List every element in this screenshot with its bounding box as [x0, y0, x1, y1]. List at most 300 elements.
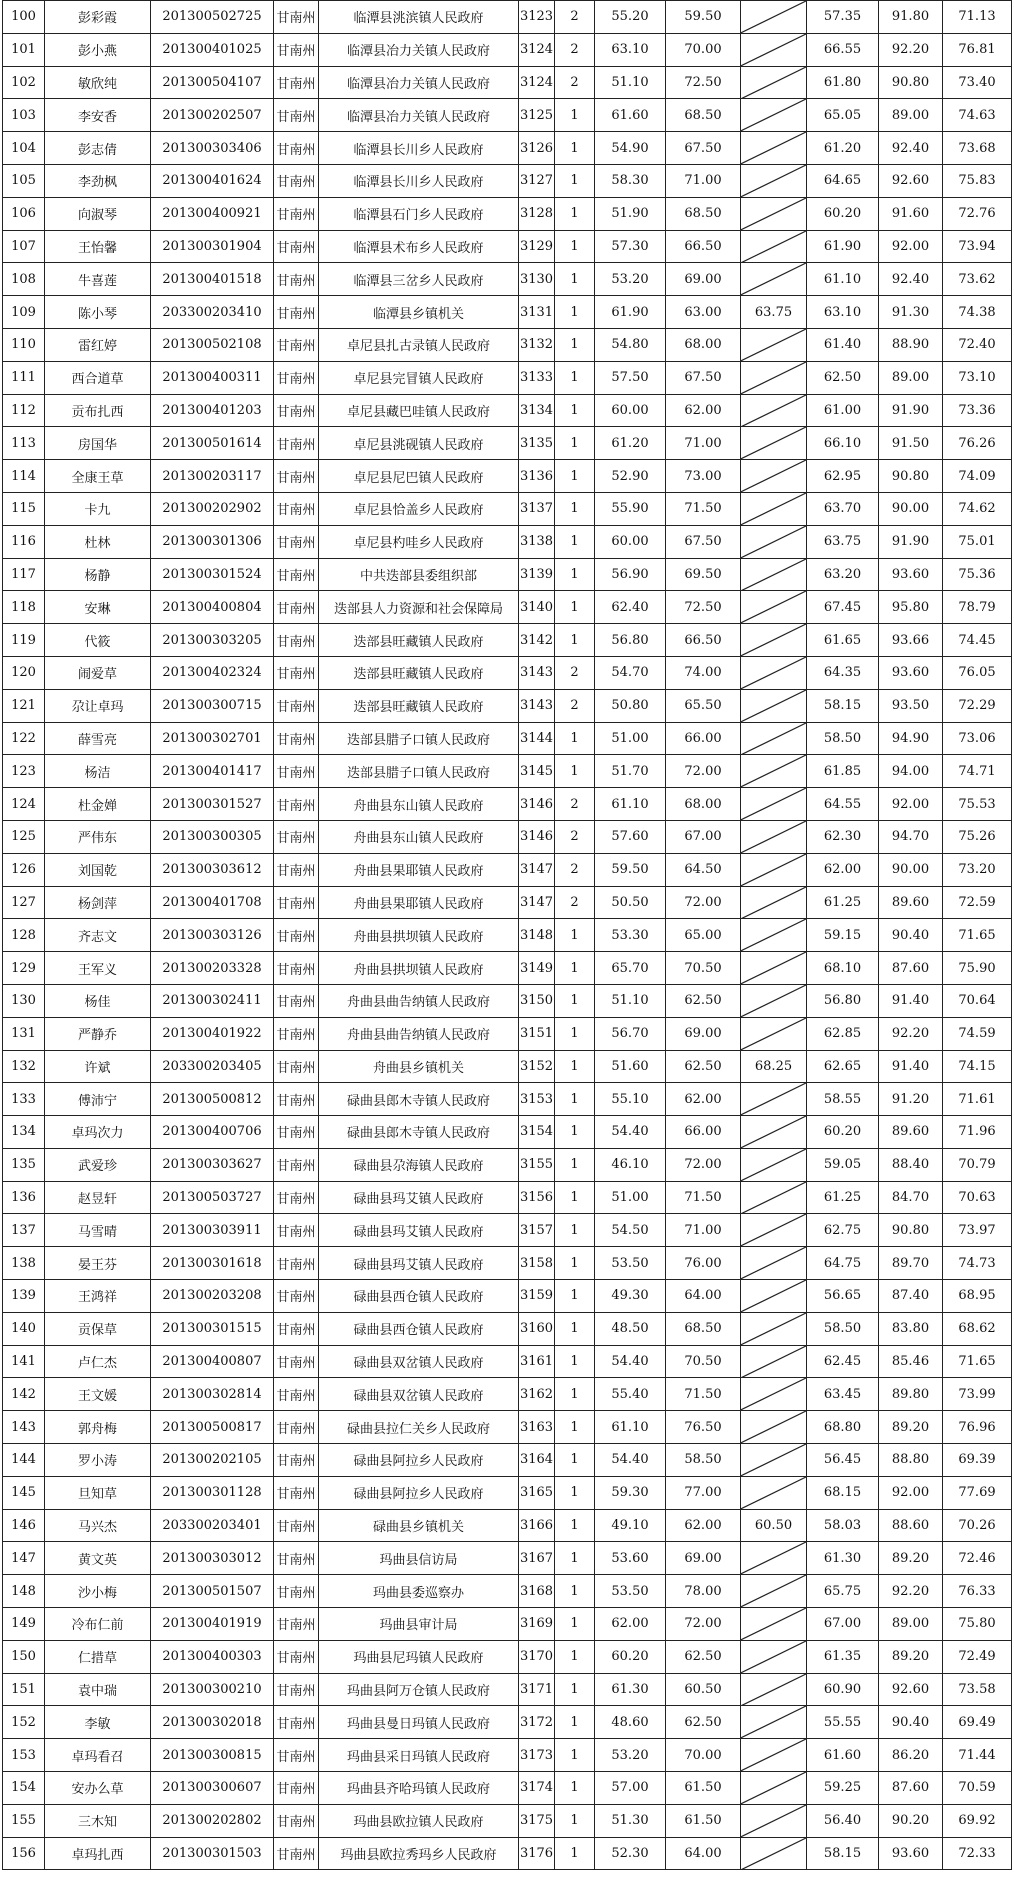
- position-code: 3153: [519, 1083, 555, 1116]
- total-score: 71.13: [943, 1, 1012, 34]
- written-score-2: 72.50: [666, 66, 741, 99]
- written-converted: 61.60: [807, 1739, 879, 1772]
- table-row: [3, 1706, 1012, 1739]
- recruit-quota: 1: [555, 1116, 595, 1149]
- total-score: 78.79: [943, 591, 1012, 624]
- interview-score: 87.40: [879, 1280, 943, 1313]
- candidate-name: 代筱: [45, 624, 151, 657]
- table-row: [3, 624, 1012, 657]
- row-index: 114: [3, 460, 45, 493]
- table-row: [3, 132, 1012, 165]
- diagonal-slash-icon: [741, 1313, 806, 1345]
- candidate-name: 房国华: [45, 427, 151, 460]
- recruiting-unit: 临潭县冶力关镇人民政府: [319, 66, 519, 99]
- written-converted: 58.03: [807, 1509, 879, 1542]
- written-score-2: 66.00: [666, 1116, 741, 1149]
- recruiting-unit: 迭部县旺藏镇人民政府: [319, 689, 519, 722]
- table-row: [3, 33, 1012, 66]
- empty-diagonal-cell: [741, 984, 807, 1017]
- recruiting-unit: 卓尼县藏巴哇镇人民政府: [319, 394, 519, 427]
- empty-diagonal-cell: [741, 1739, 807, 1772]
- position-code: 3133: [519, 361, 555, 394]
- candidate-name: 晏王芬: [45, 1247, 151, 1280]
- candidate-name: 冷布仁前: [45, 1608, 151, 1641]
- written-score-2: 71.00: [666, 164, 741, 197]
- interview-score: 89.80: [879, 1378, 943, 1411]
- candidate-name: 黄文英: [45, 1542, 151, 1575]
- diagonal-slash-icon: [741, 919, 806, 951]
- total-score: 73.36: [943, 394, 1012, 427]
- total-score: 74.59: [943, 1017, 1012, 1050]
- recruit-quota: 2: [555, 853, 595, 886]
- written-score-1: 62.40: [595, 591, 666, 624]
- recruiting-unit: 迭部县旺藏镇人民政府: [319, 656, 519, 689]
- recruiting-unit: 玛曲县委巡察办: [319, 1575, 519, 1608]
- diagonal-slash-icon: [741, 1083, 806, 1115]
- recruiting-unit: 临潭县长川乡人民政府: [319, 132, 519, 165]
- row-index: 144: [3, 1444, 45, 1477]
- interview-score: 92.40: [879, 132, 943, 165]
- diagonal-slash-icon: [741, 1149, 806, 1181]
- written-score-2: 74.00: [666, 656, 741, 689]
- written-score-2: 71.00: [666, 1214, 741, 1247]
- empty-diagonal-cell: [741, 1345, 807, 1378]
- recruit-quota: 1: [555, 1837, 595, 1870]
- empty-diagonal-cell: [741, 460, 807, 493]
- table-row: [3, 1050, 1012, 1083]
- position-code: 3176: [519, 1837, 555, 1870]
- written-score-2: 70.50: [666, 952, 741, 985]
- interview-score: 90.80: [879, 66, 943, 99]
- region-cell: 甘南州: [274, 66, 319, 99]
- written-score-1: 51.90: [595, 197, 666, 230]
- candidate-name: 杨洁: [45, 755, 151, 788]
- position-code: 3158: [519, 1247, 555, 1280]
- row-index: 127: [3, 886, 45, 919]
- table-row: [3, 460, 1012, 493]
- row-index: 113: [3, 427, 45, 460]
- interview-score: 89.60: [879, 1116, 943, 1149]
- recruiting-unit: 碌曲县双岔镇人民政府: [319, 1345, 519, 1378]
- empty-diagonal-cell: [741, 1214, 807, 1247]
- position-code: 3152: [519, 1050, 555, 1083]
- empty-diagonal-cell: [741, 1247, 807, 1280]
- position-code: 3162: [519, 1378, 555, 1411]
- candidate-name: 傅沛宁: [45, 1083, 151, 1116]
- position-code: 3135: [519, 427, 555, 460]
- recruit-quota: 2: [555, 656, 595, 689]
- row-index: 130: [3, 984, 45, 1017]
- recruit-quota: 1: [555, 1181, 595, 1214]
- position-code: 3170: [519, 1640, 555, 1673]
- position-code: 3131: [519, 296, 555, 329]
- row-index: 139: [3, 1280, 45, 1313]
- table-row: [3, 1444, 1012, 1477]
- written-score-1: 61.20: [595, 427, 666, 460]
- recruiting-unit: 临潭县石门乡人民政府: [319, 197, 519, 230]
- total-score: 74.71: [943, 755, 1012, 788]
- diagonal-slash-icon: [741, 526, 806, 558]
- total-score: 71.65: [943, 1345, 1012, 1378]
- exam-number: 201300301527: [151, 788, 274, 821]
- empty-diagonal-cell: [741, 33, 807, 66]
- recruit-quota: 1: [555, 755, 595, 788]
- written-score-1: 49.30: [595, 1280, 666, 1313]
- written-score-1: 51.30: [595, 1804, 666, 1837]
- written-score-1: 48.60: [595, 1706, 666, 1739]
- position-code: 3164: [519, 1444, 555, 1477]
- diagonal-slash-icon: [741, 723, 806, 755]
- recruit-quota: 1: [555, 1280, 595, 1313]
- exam-number: 201300203328: [151, 952, 274, 985]
- row-index: 155: [3, 1804, 45, 1837]
- written-score-2: 63.00: [666, 296, 741, 329]
- interview-score: 92.40: [879, 263, 943, 296]
- candidate-name: 贡布扎西: [45, 394, 151, 427]
- row-index: 146: [3, 1509, 45, 1542]
- interview-score: 88.80: [879, 1444, 943, 1477]
- empty-diagonal-cell: [741, 656, 807, 689]
- recruiting-unit: 舟曲县拱坝镇人民政府: [319, 952, 519, 985]
- written-score-2: 71.50: [666, 492, 741, 525]
- row-index: 112: [3, 394, 45, 427]
- interview-score: 88.90: [879, 328, 943, 361]
- region-cell: 甘南州: [274, 361, 319, 394]
- written-score-1: 54.40: [595, 1444, 666, 1477]
- interview-score: 87.60: [879, 1772, 943, 1805]
- region-cell: 甘南州: [274, 460, 319, 493]
- interview-score: 92.00: [879, 1476, 943, 1509]
- diagonal-slash-icon: [741, 1542, 806, 1574]
- written-score-2: 62.50: [666, 1050, 741, 1083]
- row-index: 106: [3, 197, 45, 230]
- table-row: [3, 525, 1012, 558]
- written-score-1: 53.20: [595, 263, 666, 296]
- table-row: [3, 886, 1012, 919]
- position-code: 3128: [519, 197, 555, 230]
- position-code: 3145: [519, 755, 555, 788]
- written-score-2: 67.50: [666, 525, 741, 558]
- interview-score: 90.40: [879, 1706, 943, 1739]
- written-converted: 56.40: [807, 1804, 879, 1837]
- written-converted: 63.10: [807, 296, 879, 329]
- diagonal-slash-icon: [741, 34, 806, 66]
- written-score-1: 58.30: [595, 164, 666, 197]
- total-score: 73.62: [943, 263, 1012, 296]
- row-index: 136: [3, 1181, 45, 1214]
- region-cell: 甘南州: [274, 1772, 319, 1805]
- recruiting-unit: 临潭县冶力关镇人民政府: [319, 33, 519, 66]
- total-score: 75.90: [943, 952, 1012, 985]
- written-score-1: 53.30: [595, 919, 666, 952]
- written-score-2: 60.50: [666, 1673, 741, 1706]
- position-code: 3146: [519, 788, 555, 821]
- total-score: 71.65: [943, 919, 1012, 952]
- region-cell: 甘南州: [274, 1116, 319, 1149]
- region-cell: 甘南州: [274, 230, 319, 263]
- empty-diagonal-cell: [741, 1608, 807, 1641]
- position-code: 3147: [519, 853, 555, 886]
- written-converted: 66.55: [807, 33, 879, 66]
- written-converted: 59.05: [807, 1148, 879, 1181]
- row-index: 121: [3, 689, 45, 722]
- candidate-name: 武爱珍: [45, 1148, 151, 1181]
- written-score-2: 64.00: [666, 1837, 741, 1870]
- total-score: 76.96: [943, 1411, 1012, 1444]
- written-converted: 68.10: [807, 952, 879, 985]
- position-code: 3126: [519, 132, 555, 165]
- candidate-name: 贡保草: [45, 1312, 151, 1345]
- table-row: [3, 1411, 1012, 1444]
- total-score: 69.49: [943, 1706, 1012, 1739]
- written-score-2: 69.00: [666, 1017, 741, 1050]
- total-score: 73.20: [943, 853, 1012, 886]
- recruit-quota: 1: [555, 1378, 595, 1411]
- interview-score: 91.60: [879, 197, 943, 230]
- interview-score: 89.20: [879, 1411, 943, 1444]
- diagonal-slash-icon: [741, 362, 806, 394]
- table-row: [3, 1772, 1012, 1805]
- position-code: 3130: [519, 263, 555, 296]
- exam-number: 201300303627: [151, 1148, 274, 1181]
- recruiting-unit: 临潭县乡镇机关: [319, 296, 519, 329]
- position-code: 3167: [519, 1542, 555, 1575]
- diagonal-slash-icon: [741, 788, 806, 820]
- diagonal-slash-icon: [741, 952, 806, 984]
- diagonal-slash-icon: [741, 1608, 806, 1640]
- interview-score: 85.46: [879, 1345, 943, 1378]
- written-score-2: 70.00: [666, 1739, 741, 1772]
- diagonal-slash-icon: [741, 132, 806, 164]
- position-code: 3163: [519, 1411, 555, 1444]
- row-index: 128: [3, 919, 45, 952]
- total-score: 73.99: [943, 1378, 1012, 1411]
- row-index: 116: [3, 525, 45, 558]
- exam-number: 201300203117: [151, 460, 274, 493]
- written-converted: 62.95: [807, 460, 879, 493]
- table-row: [3, 361, 1012, 394]
- recruiting-unit: 碌曲县郎木寺镇人民政府: [319, 1116, 519, 1149]
- region-cell: 甘南州: [274, 263, 319, 296]
- exam-number: 201300301128: [151, 1476, 274, 1509]
- total-score: 73.94: [943, 230, 1012, 263]
- exam-number: 201300401518: [151, 263, 274, 296]
- position-code: 3159: [519, 1280, 555, 1313]
- recruiting-unit: 玛曲县尼玛镇人民政府: [319, 1640, 519, 1673]
- interview-score: 83.80: [879, 1312, 943, 1345]
- interview-score: 89.70: [879, 1247, 943, 1280]
- recruit-quota: 1: [555, 722, 595, 755]
- row-index: 143: [3, 1411, 45, 1444]
- exam-number: 201300202802: [151, 1804, 274, 1837]
- empty-diagonal-cell: [741, 1378, 807, 1411]
- recruit-quota: 1: [555, 197, 595, 230]
- written-converted: 55.55: [807, 1706, 879, 1739]
- empty-diagonal-cell: [741, 689, 807, 722]
- written-score-2: 68.50: [666, 197, 741, 230]
- recruiting-unit: 临潭县三岔乡人民政府: [319, 263, 519, 296]
- written-score-2: 72.50: [666, 591, 741, 624]
- exam-number: 201300300607: [151, 1772, 274, 1805]
- diagonal-slash-icon: [741, 395, 806, 427]
- interview-score: 95.80: [879, 591, 943, 624]
- written-score-2: 72.00: [666, 755, 741, 788]
- exam-number: 201300301515: [151, 1312, 274, 1345]
- row-index: 111: [3, 361, 45, 394]
- total-score: 73.40: [943, 66, 1012, 99]
- written-score-1: 53.60: [595, 1542, 666, 1575]
- empty-diagonal-cell: [741, 788, 807, 821]
- position-code: 3139: [519, 558, 555, 591]
- row-index: 101: [3, 33, 45, 66]
- interview-score: 91.90: [879, 394, 943, 427]
- recruit-quota: 1: [555, 1345, 595, 1378]
- table-row: [3, 1476, 1012, 1509]
- interview-score: 89.00: [879, 99, 943, 132]
- empty-diagonal-cell: [741, 624, 807, 657]
- interview-score: 91.50: [879, 427, 943, 460]
- table-row: [3, 1214, 1012, 1247]
- exam-number: 201300202507: [151, 99, 274, 132]
- position-code: 3129: [519, 230, 555, 263]
- recruit-quota: 1: [555, 919, 595, 952]
- recruit-quota: 1: [555, 1214, 595, 1247]
- region-cell: 甘南州: [274, 1411, 319, 1444]
- written-converted: 59.25: [807, 1772, 879, 1805]
- position-code: 3168: [519, 1575, 555, 1608]
- recruit-quota: 1: [555, 1017, 595, 1050]
- total-score: 70.63: [943, 1181, 1012, 1214]
- table-row: [3, 1148, 1012, 1181]
- position-code: 3154: [519, 1116, 555, 1149]
- interview-score: 90.00: [879, 853, 943, 886]
- written-converted: 66.10: [807, 427, 879, 460]
- written-converted: 58.55: [807, 1083, 879, 1116]
- written-score-1: 46.10: [595, 1148, 666, 1181]
- position-code: 3148: [519, 919, 555, 952]
- row-index: 152: [3, 1706, 45, 1739]
- total-score: 74.09: [943, 460, 1012, 493]
- diagonal-slash-icon: [741, 1739, 806, 1771]
- table-row: [3, 394, 1012, 427]
- region-cell: 甘南州: [274, 1640, 319, 1673]
- exam-number: 201300203208: [151, 1280, 274, 1313]
- empty-diagonal-cell: [741, 1837, 807, 1870]
- written-score-2: 62.50: [666, 1640, 741, 1673]
- table-row: [3, 1739, 1012, 1772]
- recruit-quota: 1: [555, 1640, 595, 1673]
- recruit-quota: 2: [555, 1, 595, 34]
- exam-number: 201300401417: [151, 755, 274, 788]
- exam-number: 201300502725: [151, 1, 274, 34]
- written-score-1: 60.20: [595, 1640, 666, 1673]
- written-score-1: 60.00: [595, 394, 666, 427]
- row-index: 150: [3, 1640, 45, 1673]
- empty-diagonal-cell: [741, 525, 807, 558]
- recruit-quota: 1: [555, 1706, 595, 1739]
- diagonal-slash-icon: [741, 1575, 806, 1607]
- exam-number: 201300302701: [151, 722, 274, 755]
- recruiting-unit: 舟曲县乡镇机关: [319, 1050, 519, 1083]
- written-converted: 61.80: [807, 66, 879, 99]
- table-row: [3, 656, 1012, 689]
- candidate-name: 全康王草: [45, 460, 151, 493]
- written-score-2: 62.50: [666, 984, 741, 1017]
- total-score: 74.73: [943, 1247, 1012, 1280]
- written-converted: 61.85: [807, 755, 879, 788]
- total-score: 75.26: [943, 820, 1012, 853]
- written-converted: 56.65: [807, 1280, 879, 1313]
- position-code: 3138: [519, 525, 555, 558]
- total-score: 76.33: [943, 1575, 1012, 1608]
- row-index: 154: [3, 1772, 45, 1805]
- recruiting-unit: 迭部县腊子口镇人民政府: [319, 755, 519, 788]
- row-index: 153: [3, 1739, 45, 1772]
- written-score-2: 76.50: [666, 1411, 741, 1444]
- diagonal-slash-icon: [741, 1018, 806, 1050]
- exam-number: 201300202105: [151, 1444, 274, 1477]
- interview-score: 91.40: [879, 1050, 943, 1083]
- interview-score: 89.20: [879, 1640, 943, 1673]
- empty-diagonal-cell: [741, 820, 807, 853]
- empty-diagonal-cell: [741, 1280, 807, 1313]
- recruit-quota: 1: [555, 558, 595, 591]
- written-score-2: 67.00: [666, 820, 741, 853]
- written-score-2: 71.50: [666, 1181, 741, 1214]
- written-converted: 64.35: [807, 656, 879, 689]
- diagonal-slash-icon: [741, 1477, 806, 1509]
- total-score: 68.62: [943, 1312, 1012, 1345]
- written-score-2: 61.50: [666, 1804, 741, 1837]
- row-index: 138: [3, 1247, 45, 1280]
- region-cell: 甘南州: [274, 394, 319, 427]
- interview-score: 89.00: [879, 1608, 943, 1641]
- region-cell: 甘南州: [274, 164, 319, 197]
- recruit-quota: 1: [555, 1575, 595, 1608]
- position-code: 3175: [519, 1804, 555, 1837]
- interview-score: 93.60: [879, 558, 943, 591]
- exam-number: 201300400804: [151, 591, 274, 624]
- row-index: 137: [3, 1214, 45, 1247]
- empty-diagonal-cell: [741, 1542, 807, 1575]
- region-cell: 甘南州: [274, 1083, 319, 1116]
- row-index: 117: [3, 558, 45, 591]
- interview-score: 90.80: [879, 460, 943, 493]
- position-code: 3143: [519, 656, 555, 689]
- total-score: 68.95: [943, 1280, 1012, 1313]
- written-score-1: 61.60: [595, 99, 666, 132]
- recruit-quota: 1: [555, 132, 595, 165]
- recruiting-unit: 卓尼县尼巴镇人民政府: [319, 460, 519, 493]
- candidate-name: 王文媛: [45, 1378, 151, 1411]
- candidate-name: 齐志文: [45, 919, 151, 952]
- region-cell: 甘南州: [274, 99, 319, 132]
- recruiting-unit: 舟曲县东山镇人民政府: [319, 820, 519, 853]
- written-score-2: 58.50: [666, 1444, 741, 1477]
- interview-score: 94.00: [879, 755, 943, 788]
- row-index: 156: [3, 1837, 45, 1870]
- total-score: 76.26: [943, 427, 1012, 460]
- region-cell: 甘南州: [274, 33, 319, 66]
- recruit-quota: 1: [555, 99, 595, 132]
- diagonal-slash-icon: [741, 559, 806, 591]
- recruiting-unit: 玛曲县信访局: [319, 1542, 519, 1575]
- diagonal-slash-icon: [741, 263, 806, 295]
- region-cell: 甘南州: [274, 1706, 319, 1739]
- written-score-2: 64.50: [666, 853, 741, 886]
- written-score-1: 65.70: [595, 952, 666, 985]
- written-converted: 67.00: [807, 1608, 879, 1641]
